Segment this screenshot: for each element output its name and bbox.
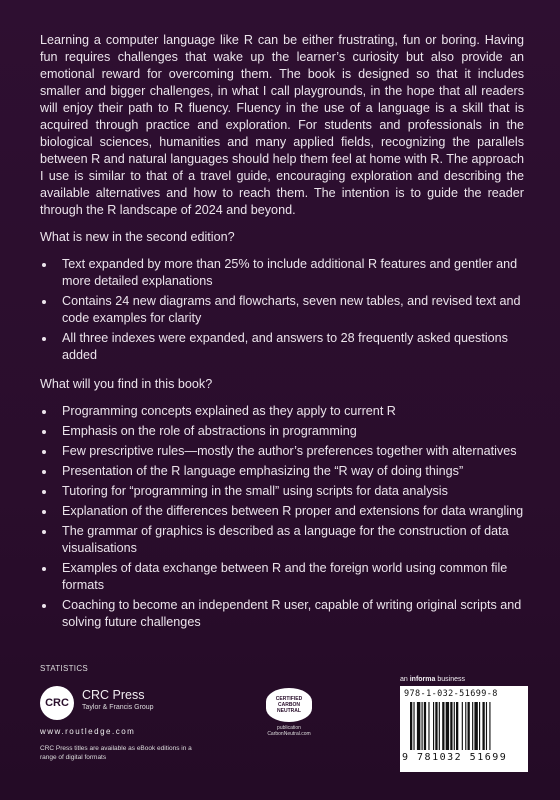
publisher-group: Taylor & Francis Group [82,704,154,711]
list-item: Coaching to become an independent R user, capable of writing original scripts and solving future challenges [40,597,524,631]
informa-business [400,676,465,683]
barcode-stripe [417,702,420,750]
publisher-name: CRC Press [82,688,145,702]
list-item: All three indexes were expanded, and answers to 28 frequently asked questions added [40,330,524,364]
isbn-number: 978-1-032-51699-8 [404,689,498,699]
barcode-stripe [450,702,452,750]
list-item: Examples of data exchange between R and the foreign world using common file formats [40,560,524,594]
barcode-stripe [433,702,434,750]
barcode-stripe [465,702,466,750]
list-item: Explanation of the differences between R proper and extensions for data wrangling [40,503,524,520]
find-heading: What will you find in this book? [40,377,213,391]
ebook-note: CRC Press titles are available as eBook editions in a range of digital formats [40,745,192,761]
list-item: Tutoring for “programming in the small” using scripts for data analysis [40,483,524,500]
list-item: Text expanded by more than 25% to include additional R features and gentler and more detailed explanations [40,256,524,290]
category-label: STATISTICS [40,664,89,673]
barcode-stripe [456,702,458,750]
barcode-digits: 9 781032 51699 [402,752,508,763]
carbon-line-1: CERTIFIED [275,696,303,702]
list-item: Emphasis on the role of abstractions in programming [40,423,524,440]
barcode-stripe [468,702,470,750]
crc-logo-icon [40,686,74,720]
list-item: Contains 24 new diagrams and flowcharts, seven new tables, and revised text and code examples for clarity [40,293,524,327]
list-item: The grammar of graphics is described as a language for the construction of data visualisations [40,523,524,557]
barcode-stripe [474,702,477,750]
crc-logo-text: CRC [45,697,69,709]
barcode-stripe [454,702,455,750]
barcode-icon [410,702,522,750]
barcode-stripe [424,702,426,750]
barcode-stripe [428,702,429,750]
barcode-stripe [446,702,449,750]
barcode-stripe [486,702,487,750]
barcode-stripe [439,702,440,750]
barcode-stripe [435,702,437,750]
publisher-website[interactable]: www.routledge.com [40,727,136,736]
isbn-barcode [400,686,528,772]
barcode-stripe [422,702,423,750]
find-list [40,403,524,631]
new-edition-heading: What is new in the second edition? [40,230,235,244]
carbon-url: CarbonNeutral.com [267,731,311,737]
carbon-neutral-badge [258,688,320,754]
barcode-stripe [462,702,463,750]
informa-prefix: an [400,676,410,683]
list-item: Programming concepts explained as they apply to current R [40,403,524,420]
barcode-stripe [410,702,412,750]
barcode-stripe [489,702,490,750]
carbon-line-3: NEUTRAL [277,708,301,714]
list-item: Presentation of the R language emphasizing the “R way of doing things” [40,463,524,480]
barcode-stripe [479,702,480,750]
barcode-stripe [413,702,414,750]
new-edition-list [40,256,524,364]
barcode-stripe [472,702,473,750]
carbon-publication: publication [277,725,301,731]
informa-brand: informa [409,676,436,683]
list-item: Few prescriptive rules—mostly the author’s preferences together with alternatives [40,443,524,460]
barcode-stripe [482,702,484,750]
barcode-stripe [442,702,444,750]
cover-text [40,32,524,643]
informa-suffix: business [435,676,465,683]
carbon-neutral-icon [266,688,312,722]
carbon-line-2: CARBON [278,702,300,708]
intro-paragraph: Learning a computer language like R can be either frustrating, fun or boring. Having fun requires challenges that wake up the learner’s curiosity but also provide an emotional reward for overcoming them. The book is designed so that it includes smaller and bigger challenges, in what I call playgrounds, in the hope that all readers will enjoy their path to R fluency. Fluency in the use of a language is a skill that is acquired through practice and exploration. For students and professionals in the biological sciences, humanities and many applied fields, recognizing the parallels between R and natural languages should help them feel at home with R. The approach I use is similar to that of a travel guide, encouraging exploration and describing the available alternatives and how to reach them. The intention is to guide the reader through the R landscape of 2024 and beyond. [40,33,524,217]
